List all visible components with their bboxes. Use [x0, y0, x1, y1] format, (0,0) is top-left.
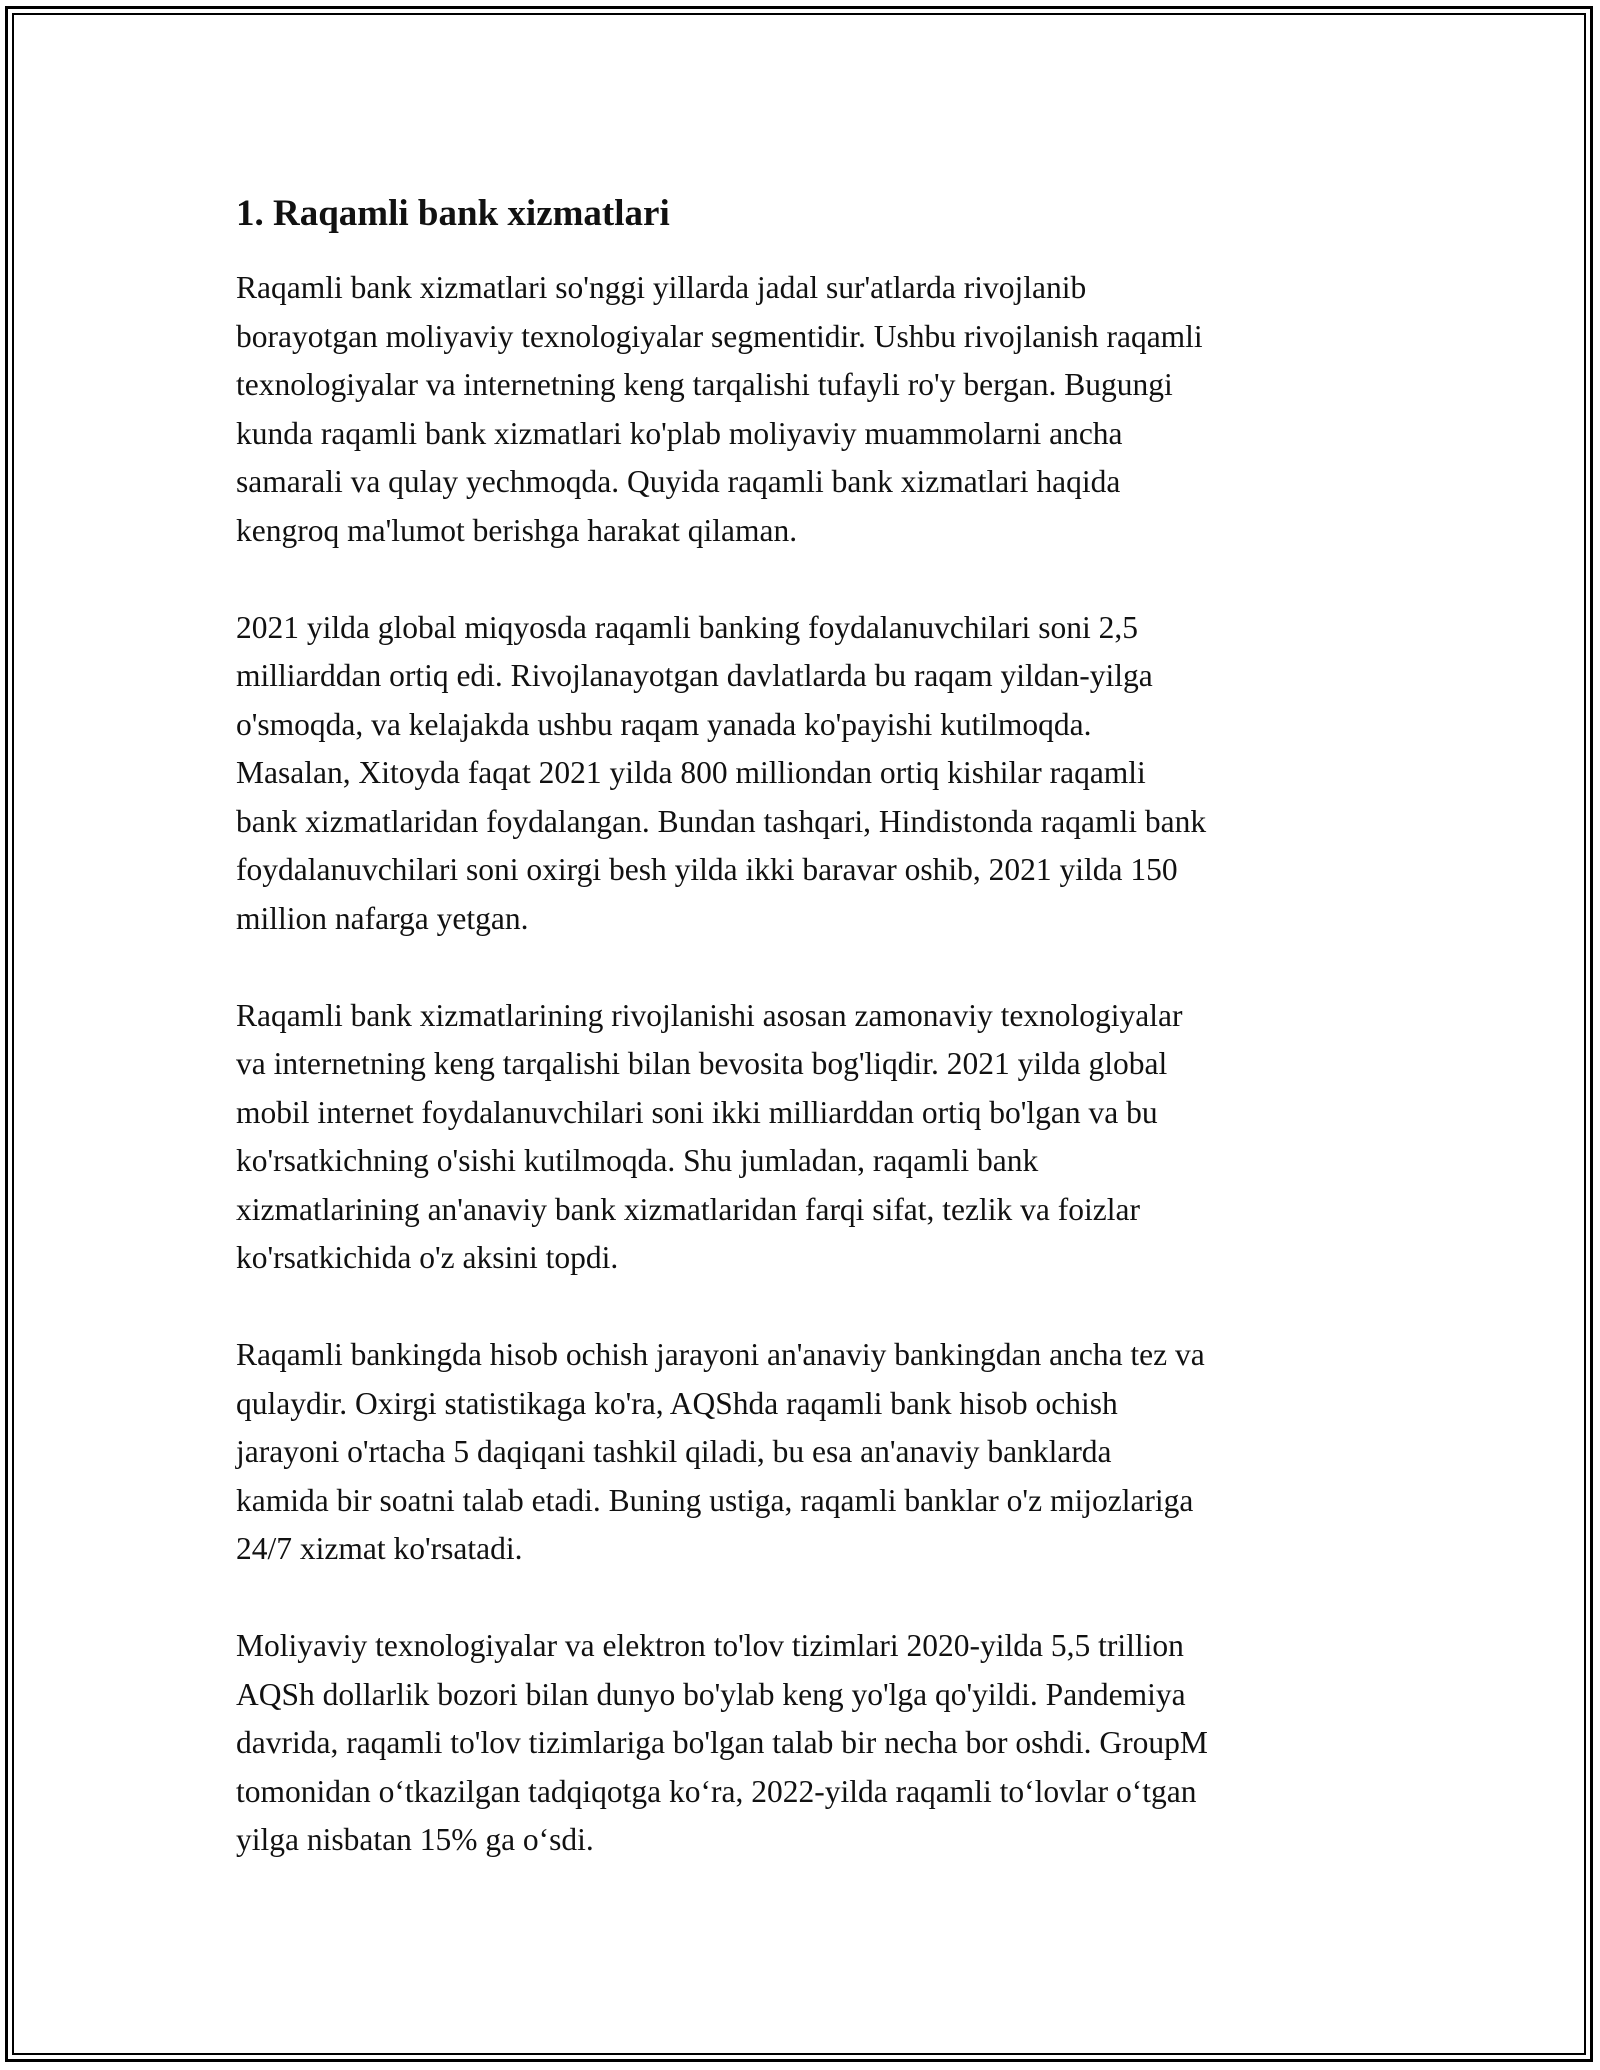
text-line: yilga nisbatan 15% ga o‘sdi. — [236, 1822, 594, 1857]
text-line: milliarddan ortiq edi. Rivojlanayotgan davlatlarda bu raqam yildan-yilga — [236, 658, 1153, 693]
text-line: 2021 yilda global miqyosda raqamli banking foydalanuvchilari soni 2,5 — [236, 609, 1138, 645]
body-paragraph-2 — [236, 604, 1386, 944]
text-line: AQSh dollarlik bozori bilan dunyo bo'ylab keng yo'lga qo'yildi. Pandemiya — [236, 1676, 1186, 1712]
text-line: foydalanuvchilari soni oxirgi besh yilda ikki baravar oshib, 2021 yilda 150 — [236, 852, 1178, 887]
body-paragraph-3 — [236, 992, 1386, 1283]
text-line: xizmatlarining an'anaviy bank xizmatlaridan farqi sifat, tezlik va foizlar — [236, 1191, 1140, 1227]
text-line: mobil internet foydalanuvchilari soni ikki milliarddan ortiq bo'lgan va bu — [236, 1094, 1158, 1130]
body-paragraph-1 — [236, 264, 1386, 555]
document-body — [236, 190, 1386, 1913]
text-line: Masalan, Xitoyda faqat 2021 yilda 800 milliondan ortiq kishilar raqamli — [236, 755, 1146, 790]
text-line: texnologiyalar va internetning keng tarqalishi tufayli ro'y bergan. Bugungi — [236, 367, 1173, 402]
text-line: kamida bir soatni talab etadi. Buning ustiga, raqamli banklar o'z mijozlariga — [236, 1482, 1194, 1518]
text-line: Moliyaviy texnologiyalar va elektron to'lov tizimlari 2020-yilda 5,5 trillion — [236, 1628, 1184, 1663]
text-line: qulaydir. Oxirgi statistikaga ko'ra, AQShda raqamli bank hisob ochish — [236, 1385, 1118, 1421]
text-line: Raqamli bank xizmatlarining rivojlanishi asosan zamonaviy texnologiyalar — [236, 997, 1183, 1033]
text-line: borayotgan moliyaviy texnologiyalar segmentidir. Ushbu rivojlanish raqamli — [236, 318, 1203, 354]
text-line: million nafarga yetgan. — [236, 900, 529, 936]
section-heading: 1. Raqamli bank xizmatlari — [236, 193, 670, 234]
text-line: va internetning keng tarqalishi bilan bevosita bog'liqdir. 2021 yilda global — [236, 1046, 1168, 1081]
text-line: davrida, raqamli to'lov tizimlariga bo'lgan talab bir necha bor oshdi. GroupM — [236, 1725, 1208, 1760]
text-line: Raqamli bankingda hisob ochish jarayoni an'anaviy bankingdan ancha tez va — [236, 1337, 1205, 1372]
text-line: bank xizmatlaridan foydalangan. Bundan tashqari, Hindistonda raqamli bank — [236, 803, 1207, 839]
text-line: 24/7 xizmat ko'rsatadi. — [236, 1531, 523, 1566]
text-line: Raqamli bank xizmatlari so'nggi yillarda jadal sur'atlarda rivojlanib — [236, 270, 1087, 305]
text-line: kunda raqamli bank xizmatlari ko'plab moliyaviy muammolarni ancha — [236, 415, 1123, 451]
body-paragraph-5 — [236, 1622, 1386, 1865]
text-line: kengroq ma'lumot berishga harakat qilaman. — [236, 512, 798, 548]
text-line: o'smoqda, va kelajakda ushbu raqam yanada ko'payishi kutilmoqda. — [236, 706, 1092, 742]
body-paragraph-4 — [236, 1331, 1386, 1574]
text-line: samarali va qulay yechmoqda. Quyida raqamli bank xizmatlari haqida — [236, 464, 1121, 499]
paragraph-list — [236, 264, 1386, 1865]
text-line: ko'rsatkichning o'sishi kutilmoqda. Shu jumladan, raqamli bank — [236, 1143, 1039, 1178]
text-line: jarayoni o'rtacha 5 daqiqani tashkil qiladi, bu esa an'anaviy banklarda — [236, 1434, 1112, 1469]
text-line: ko'rsatkichida o'z aksini topdi. — [236, 1240, 619, 1275]
text-line: tomonidan o‘tkazilgan tadqiqotga ko‘ra, 2022-yilda raqamli to‘lovlar o‘tgan — [236, 1773, 1197, 1809]
